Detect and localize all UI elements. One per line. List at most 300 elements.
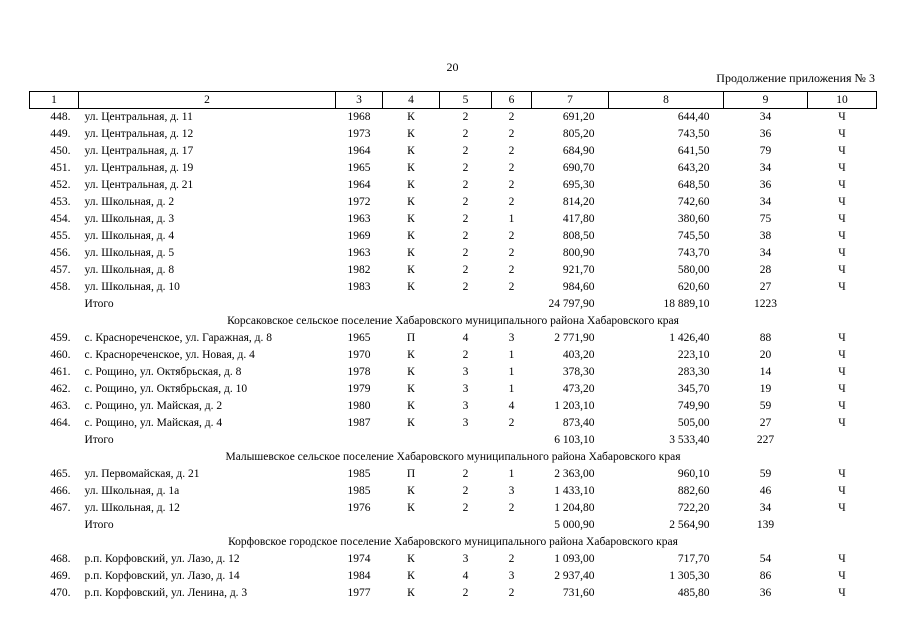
address-cell: ул. Первомайская, д. 21 bbox=[84, 468, 200, 480]
total-area-cell: 1 433,10 bbox=[554, 485, 595, 497]
total-label: Итого bbox=[84, 298, 114, 310]
ownership-cell: Ч bbox=[838, 145, 846, 157]
table-row bbox=[30, 109, 877, 127]
floors-cell: 2 bbox=[462, 264, 469, 276]
ownership-cell: Ч bbox=[838, 162, 846, 174]
entrances-cell: 1 bbox=[508, 349, 515, 361]
address-cell: с. Рощино, ул. Октябрьская, д. 10 bbox=[84, 383, 248, 395]
year-cell: 1984 bbox=[347, 570, 371, 582]
residents-cell: 36 bbox=[759, 587, 772, 599]
floors-cell: 2 bbox=[462, 128, 469, 140]
empty-cell bbox=[808, 432, 877, 449]
entrances-cell: 1 bbox=[508, 383, 515, 395]
row-number: 453. bbox=[50, 196, 71, 208]
year-cell: 1963 bbox=[347, 247, 371, 259]
total-area-cell: 2 363,00 bbox=[554, 468, 595, 480]
empty-cell bbox=[492, 517, 532, 534]
table-row bbox=[30, 483, 877, 500]
year-cell: 1977 bbox=[347, 587, 371, 599]
year-cell: 1974 bbox=[347, 553, 371, 565]
ownership-cell: Ч bbox=[838, 128, 846, 140]
entrances-cell: 2 bbox=[508, 553, 515, 565]
floors-cell: 3 bbox=[462, 400, 469, 412]
entrances-cell: 2 bbox=[508, 179, 515, 191]
row-number: 461. bbox=[50, 366, 71, 378]
entrances-cell: 2 bbox=[508, 230, 515, 242]
table-row bbox=[30, 568, 877, 585]
material-cell: К bbox=[407, 485, 415, 497]
total-area-cell: 1 093,00 bbox=[554, 553, 595, 565]
address-cell: с. Краснореченское, ул. Новая, д. 4 bbox=[84, 349, 255, 361]
material-cell: К bbox=[407, 179, 415, 191]
floors-cell: 2 bbox=[462, 349, 469, 361]
residents-cell: 54 bbox=[759, 553, 772, 565]
material-cell: К bbox=[407, 162, 415, 174]
ownership-cell: Ч bbox=[838, 417, 846, 429]
address-cell: ул. Школьная, д. 4 bbox=[84, 230, 175, 242]
column-header: 2 bbox=[79, 92, 336, 109]
residents-cell: 27 bbox=[759, 417, 772, 429]
residents-cell: 36 bbox=[759, 128, 772, 140]
empty-cell bbox=[383, 517, 440, 534]
row-number: 456. bbox=[50, 247, 71, 259]
address-cell: с. Рощино, ул. Майская, д. 4 bbox=[84, 417, 223, 429]
material-cell: К bbox=[407, 553, 415, 565]
material-cell: К bbox=[407, 213, 415, 225]
material-cell: К bbox=[407, 349, 415, 361]
floors-cell: 2 bbox=[462, 281, 469, 293]
material-cell: К bbox=[407, 128, 415, 140]
empty-cell bbox=[440, 432, 492, 449]
address-cell: р.п. Корфовский, ул. Лазо, д. 12 bbox=[84, 553, 240, 565]
housing-table bbox=[29, 91, 877, 602]
column-header: 1 bbox=[30, 92, 79, 109]
floors-cell: 2 bbox=[462, 587, 469, 599]
address-cell: ул. Школьная, д. 1а bbox=[84, 485, 180, 497]
ownership-cell: Ч bbox=[838, 281, 846, 293]
empty-cell bbox=[440, 517, 492, 534]
address-cell: ул. Школьная, д. 3 bbox=[84, 213, 175, 225]
floors-cell: 3 bbox=[462, 417, 469, 429]
floors-cell: 2 bbox=[462, 162, 469, 174]
entrances-cell: 2 bbox=[508, 264, 515, 276]
total-area-sum: 24 797,90 bbox=[548, 298, 595, 310]
material-cell: К bbox=[407, 281, 415, 293]
year-cell: 1985 bbox=[347, 468, 371, 480]
year-cell: 1985 bbox=[347, 485, 371, 497]
entrances-cell: 2 bbox=[508, 587, 515, 599]
table-row bbox=[30, 347, 877, 364]
entrances-cell: 2 bbox=[508, 281, 515, 293]
year-cell: 1973 bbox=[347, 128, 371, 140]
total-area-cell: 805,20 bbox=[562, 128, 595, 140]
table-row bbox=[30, 364, 877, 381]
year-cell: 1987 bbox=[347, 417, 371, 429]
total-area-cell: 1 204,80 bbox=[554, 502, 595, 514]
table-row bbox=[30, 279, 877, 296]
section-title: Корфовское городское поселение Хабаровского муниципального района Хабаровского края bbox=[228, 536, 678, 548]
table-row bbox=[30, 398, 877, 415]
ownership-cell: Ч bbox=[838, 349, 846, 361]
total-area-cell: 2 771,90 bbox=[554, 332, 595, 344]
year-cell: 1965 bbox=[347, 162, 371, 174]
year-cell: 1983 bbox=[347, 281, 371, 293]
material-cell: К bbox=[407, 570, 415, 582]
total-area-cell: 808,50 bbox=[562, 230, 595, 242]
address-cell: ул. Школьная, д. 8 bbox=[84, 264, 175, 276]
ownership-cell: Ч bbox=[838, 264, 846, 276]
row-number: 454. bbox=[50, 213, 71, 225]
floors-cell: 3 bbox=[462, 383, 469, 395]
empty-cell bbox=[808, 296, 877, 313]
ownership-cell: Ч bbox=[838, 553, 846, 565]
total-area-cell: 873,40 bbox=[562, 417, 595, 429]
ownership-cell: Ч bbox=[838, 468, 846, 480]
section-title: Корсаковское сельское поселение Хабаровского муниципального района Хабаровского края bbox=[227, 315, 679, 327]
total-area-cell: 984,60 bbox=[562, 281, 595, 293]
living-area-cell: 745,50 bbox=[677, 230, 710, 242]
year-cell: 1980 bbox=[347, 400, 371, 412]
row-number: 458. bbox=[50, 281, 71, 293]
row-number: 457. bbox=[50, 264, 71, 276]
floors-cell: 2 bbox=[462, 179, 469, 191]
material-cell: К bbox=[407, 230, 415, 242]
ownership-cell: Ч bbox=[838, 570, 846, 582]
empty-cell bbox=[440, 296, 492, 313]
living-area-cell: 223,10 bbox=[677, 349, 710, 361]
address-cell: ул. Школьная, д. 5 bbox=[84, 247, 175, 259]
floors-cell: 2 bbox=[462, 502, 469, 514]
material-cell: К bbox=[407, 196, 415, 208]
address-cell: р.п. Корфовский, ул. Ленина, д. 3 bbox=[84, 587, 248, 599]
residents-cell: 59 bbox=[759, 400, 772, 412]
residents-cell: 28 bbox=[759, 264, 772, 276]
table-row bbox=[30, 330, 877, 347]
residents-cell: 34 bbox=[759, 111, 772, 123]
address-cell: с. Рощино, ул. Майская, д. 2 bbox=[84, 400, 223, 412]
entrances-cell: 2 bbox=[508, 128, 515, 140]
living-area-cell: 620,60 bbox=[677, 281, 710, 293]
column-header: 7 bbox=[532, 92, 609, 109]
ownership-cell: Ч bbox=[838, 587, 846, 599]
total-area-sum: 6 103,10 bbox=[554, 434, 595, 446]
table-row bbox=[30, 228, 877, 245]
entrances-cell: 2 bbox=[508, 417, 515, 429]
ownership-cell: Ч bbox=[838, 502, 846, 514]
row-number: 448. bbox=[50, 111, 71, 123]
living-area-cell: 644,40 bbox=[677, 111, 710, 123]
total-area-cell: 691,20 bbox=[562, 111, 595, 123]
empty-cell bbox=[336, 296, 383, 313]
appendix-caption: Продолжение приложения № 3 bbox=[716, 71, 875, 85]
total-area-cell: 921,70 bbox=[562, 264, 595, 276]
table-row bbox=[30, 500, 877, 517]
empty-cell bbox=[492, 296, 532, 313]
ownership-cell: Ч bbox=[838, 366, 846, 378]
entrances-cell: 2 bbox=[508, 247, 515, 259]
address-cell: ул. Школьная, д. 12 bbox=[84, 502, 180, 514]
floors-cell: 4 bbox=[462, 332, 469, 344]
living-area-cell: 882,60 bbox=[677, 485, 710, 497]
ownership-cell: Ч bbox=[838, 485, 846, 497]
material-cell: К bbox=[407, 111, 415, 123]
material-cell: К bbox=[407, 145, 415, 157]
entrances-cell: 2 bbox=[508, 162, 515, 174]
table-row bbox=[30, 551, 877, 568]
material-cell: П bbox=[406, 332, 416, 344]
residents-sum: 139 bbox=[756, 519, 775, 531]
residents-cell: 86 bbox=[759, 570, 772, 582]
table-row bbox=[30, 194, 877, 211]
residents-cell: 46 bbox=[759, 485, 772, 497]
total-row bbox=[30, 432, 877, 449]
living-area-sum: 2 564,90 bbox=[669, 519, 710, 531]
total-area-cell: 814,20 bbox=[562, 196, 595, 208]
living-area-cell: 505,00 bbox=[677, 417, 710, 429]
entrances-cell: 2 bbox=[508, 145, 515, 157]
material-cell: К bbox=[407, 247, 415, 259]
column-header: 9 bbox=[724, 92, 808, 109]
empty-cell bbox=[30, 432, 79, 449]
total-area-sum: 5 000,90 bbox=[554, 519, 595, 531]
row-number: 452. bbox=[50, 179, 71, 191]
floors-cell: 2 bbox=[462, 468, 469, 480]
address-cell: с. Рощино, ул. Октябрьская, д. 8 bbox=[84, 366, 242, 378]
row-number: 462. bbox=[50, 383, 71, 395]
living-area-cell: 283,30 bbox=[677, 366, 710, 378]
total-area-cell: 690,70 bbox=[562, 162, 595, 174]
row-number: 463. bbox=[50, 400, 71, 412]
residents-cell: 59 bbox=[759, 468, 772, 480]
total-area-cell: 684,90 bbox=[562, 145, 595, 157]
living-area-cell: 743,50 bbox=[677, 128, 710, 140]
entrances-cell: 2 bbox=[508, 502, 515, 514]
section-heading-row bbox=[30, 313, 877, 330]
material-cell: К bbox=[407, 383, 415, 395]
total-area-cell: 1 203,10 bbox=[554, 400, 595, 412]
row-number: 459. bbox=[50, 332, 71, 344]
living-area-cell: 742,60 bbox=[677, 196, 710, 208]
row-number: 469. bbox=[50, 570, 71, 582]
total-label: Итого bbox=[84, 434, 114, 446]
entrances-cell: 3 bbox=[508, 332, 515, 344]
row-number: 470. bbox=[50, 587, 71, 599]
residents-cell: 36 bbox=[759, 179, 772, 191]
residents-cell: 34 bbox=[759, 162, 772, 174]
year-cell: 1972 bbox=[347, 196, 371, 208]
total-area-cell: 378,30 bbox=[562, 366, 595, 378]
column-header: 8 bbox=[609, 92, 724, 109]
column-header: 6 bbox=[492, 92, 532, 109]
floors-cell: 3 bbox=[462, 366, 469, 378]
header-row bbox=[30, 92, 877, 109]
ownership-cell: Ч bbox=[838, 230, 846, 242]
floors-cell: 2 bbox=[462, 213, 469, 225]
residents-cell: 38 bbox=[759, 230, 772, 242]
address-cell: ул. Центральная, д. 12 bbox=[84, 128, 194, 140]
living-area-sum: 18 889,10 bbox=[663, 298, 710, 310]
living-area-cell: 643,20 bbox=[677, 162, 710, 174]
entrances-cell: 3 bbox=[508, 570, 515, 582]
year-cell: 1979 bbox=[347, 383, 371, 395]
address-cell: ул. Школьная, д. 2 bbox=[84, 196, 175, 208]
column-header: 3 bbox=[336, 92, 383, 109]
total-row bbox=[30, 296, 877, 313]
table-row bbox=[30, 177, 877, 194]
living-area-cell: 1 426,40 bbox=[669, 332, 710, 344]
address-cell: р.п. Корфовский, ул. Лазо, д. 14 bbox=[84, 570, 240, 582]
entrances-cell: 1 bbox=[508, 468, 515, 480]
address-cell: ул. Центральная, д. 21 bbox=[84, 179, 194, 191]
empty-cell bbox=[383, 432, 440, 449]
row-number: 455. bbox=[50, 230, 71, 242]
address-cell: с. Краснореченское, ул. Гаражная, д. 8 bbox=[84, 332, 272, 344]
entrances-cell: 1 bbox=[508, 213, 515, 225]
entrances-cell: 4 bbox=[508, 400, 515, 412]
table-row bbox=[30, 415, 877, 432]
residents-cell: 34 bbox=[759, 247, 772, 259]
living-area-cell: 960,10 bbox=[677, 468, 710, 480]
floors-cell: 2 bbox=[462, 485, 469, 497]
residents-cell: 75 bbox=[759, 213, 772, 225]
table-row bbox=[30, 245, 877, 262]
entrances-cell: 2 bbox=[508, 111, 515, 123]
material-cell: П bbox=[406, 468, 416, 480]
table-row bbox=[30, 211, 877, 228]
ownership-cell: Ч bbox=[838, 332, 846, 344]
ownership-cell: Ч bbox=[838, 400, 846, 412]
year-cell: 1982 bbox=[347, 264, 371, 276]
year-cell: 1964 bbox=[347, 179, 371, 191]
table-body bbox=[30, 109, 877, 603]
year-cell: 1964 bbox=[347, 145, 371, 157]
year-cell: 1968 bbox=[347, 111, 371, 123]
floors-cell: 2 bbox=[462, 247, 469, 259]
address-cell: ул. Школьная, д. 10 bbox=[84, 281, 180, 293]
residents-cell: 27 bbox=[759, 281, 772, 293]
floors-cell: 2 bbox=[462, 111, 469, 123]
ownership-cell: Ч bbox=[838, 383, 846, 395]
ownership-cell: Ч bbox=[838, 111, 846, 123]
table-row bbox=[30, 585, 877, 602]
table-row bbox=[30, 143, 877, 160]
section-heading-row bbox=[30, 449, 877, 466]
living-area-cell: 717,70 bbox=[677, 553, 710, 565]
empty-cell bbox=[336, 432, 383, 449]
total-area-cell: 731,60 bbox=[562, 587, 595, 599]
address-cell: ул. Центральная, д. 11 bbox=[84, 111, 193, 123]
table-row bbox=[30, 126, 877, 143]
table-row bbox=[30, 262, 877, 279]
floors-cell: 2 bbox=[462, 145, 469, 157]
section-heading-row bbox=[30, 534, 877, 551]
floors-cell: 4 bbox=[462, 570, 469, 582]
residents-cell: 34 bbox=[759, 196, 772, 208]
table-row bbox=[30, 466, 877, 483]
row-number: 460. bbox=[50, 349, 71, 361]
row-number: 467. bbox=[50, 502, 71, 514]
empty-cell bbox=[492, 432, 532, 449]
material-cell: К bbox=[407, 400, 415, 412]
living-area-cell: 641,50 bbox=[677, 145, 710, 157]
empty-cell bbox=[383, 296, 440, 313]
address-cell: ул. Центральная, д. 17 bbox=[84, 145, 194, 157]
floors-cell: 3 bbox=[462, 553, 469, 565]
living-area-cell: 648,50 bbox=[677, 179, 710, 191]
table-row bbox=[30, 381, 877, 398]
living-area-sum: 3 533,40 bbox=[669, 434, 710, 446]
row-number: 465. bbox=[50, 468, 71, 480]
residents-sum: 1223 bbox=[754, 298, 777, 310]
living-area-cell: 1 305,30 bbox=[669, 570, 710, 582]
floors-cell: 2 bbox=[462, 196, 469, 208]
page-number: 20 bbox=[446, 60, 459, 74]
ownership-cell: Ч bbox=[838, 196, 846, 208]
total-area-cell: 2 937,40 bbox=[554, 570, 595, 582]
residents-cell: 79 bbox=[759, 145, 772, 157]
material-cell: К bbox=[407, 587, 415, 599]
ownership-cell: Ч bbox=[838, 179, 846, 191]
total-label: Итого bbox=[84, 519, 114, 531]
residents-cell: 19 bbox=[759, 383, 772, 395]
column-header: 5 bbox=[440, 92, 492, 109]
living-area-cell: 743,70 bbox=[677, 247, 710, 259]
material-cell: К bbox=[407, 366, 415, 378]
row-number: 451. bbox=[50, 162, 71, 174]
column-header: 10 bbox=[808, 92, 877, 109]
residents-cell: 20 bbox=[759, 349, 772, 361]
total-area-cell: 417,80 bbox=[562, 213, 595, 225]
material-cell: К bbox=[407, 417, 415, 429]
empty-cell bbox=[30, 517, 79, 534]
living-area-cell: 749,90 bbox=[677, 400, 710, 412]
living-area-cell: 580,00 bbox=[677, 264, 710, 276]
row-number: 450. bbox=[50, 145, 71, 157]
year-cell: 1970 bbox=[347, 349, 371, 361]
residents-cell: 14 bbox=[759, 366, 772, 378]
year-cell: 1976 bbox=[347, 502, 371, 514]
ownership-cell: Ч bbox=[838, 247, 846, 259]
address-cell: ул. Центральная, д. 19 bbox=[84, 162, 194, 174]
year-cell: 1969 bbox=[347, 230, 371, 242]
column-header: 4 bbox=[383, 92, 440, 109]
year-cell: 1963 bbox=[347, 213, 371, 225]
table-row bbox=[30, 160, 877, 177]
entrances-cell: 3 bbox=[508, 485, 515, 497]
total-row bbox=[30, 517, 877, 534]
empty-cell bbox=[336, 517, 383, 534]
row-number: 466. bbox=[50, 485, 71, 497]
row-number: 464. bbox=[50, 417, 71, 429]
section-title: Малышевское сельское поселение Хабаровского муниципального района Хабаровского края bbox=[225, 451, 681, 463]
total-area-cell: 403,20 bbox=[562, 349, 595, 361]
empty-cell bbox=[808, 517, 877, 534]
ownership-cell: Ч bbox=[838, 213, 846, 225]
total-area-cell: 695,30 bbox=[562, 179, 595, 191]
living-area-cell: 722,20 bbox=[677, 502, 710, 514]
residents-cell: 34 bbox=[759, 502, 772, 514]
year-cell: 1965 bbox=[347, 332, 371, 344]
total-area-cell: 473,20 bbox=[562, 383, 595, 395]
total-area-cell: 800,90 bbox=[562, 247, 595, 259]
living-area-cell: 345,70 bbox=[677, 383, 710, 395]
living-area-cell: 485,80 bbox=[677, 587, 710, 599]
entrances-cell: 1 bbox=[508, 366, 515, 378]
living-area-cell: 380,60 bbox=[677, 213, 710, 225]
residents-cell: 88 bbox=[759, 332, 772, 344]
material-cell: К bbox=[407, 502, 415, 514]
residents-sum: 227 bbox=[756, 434, 775, 446]
